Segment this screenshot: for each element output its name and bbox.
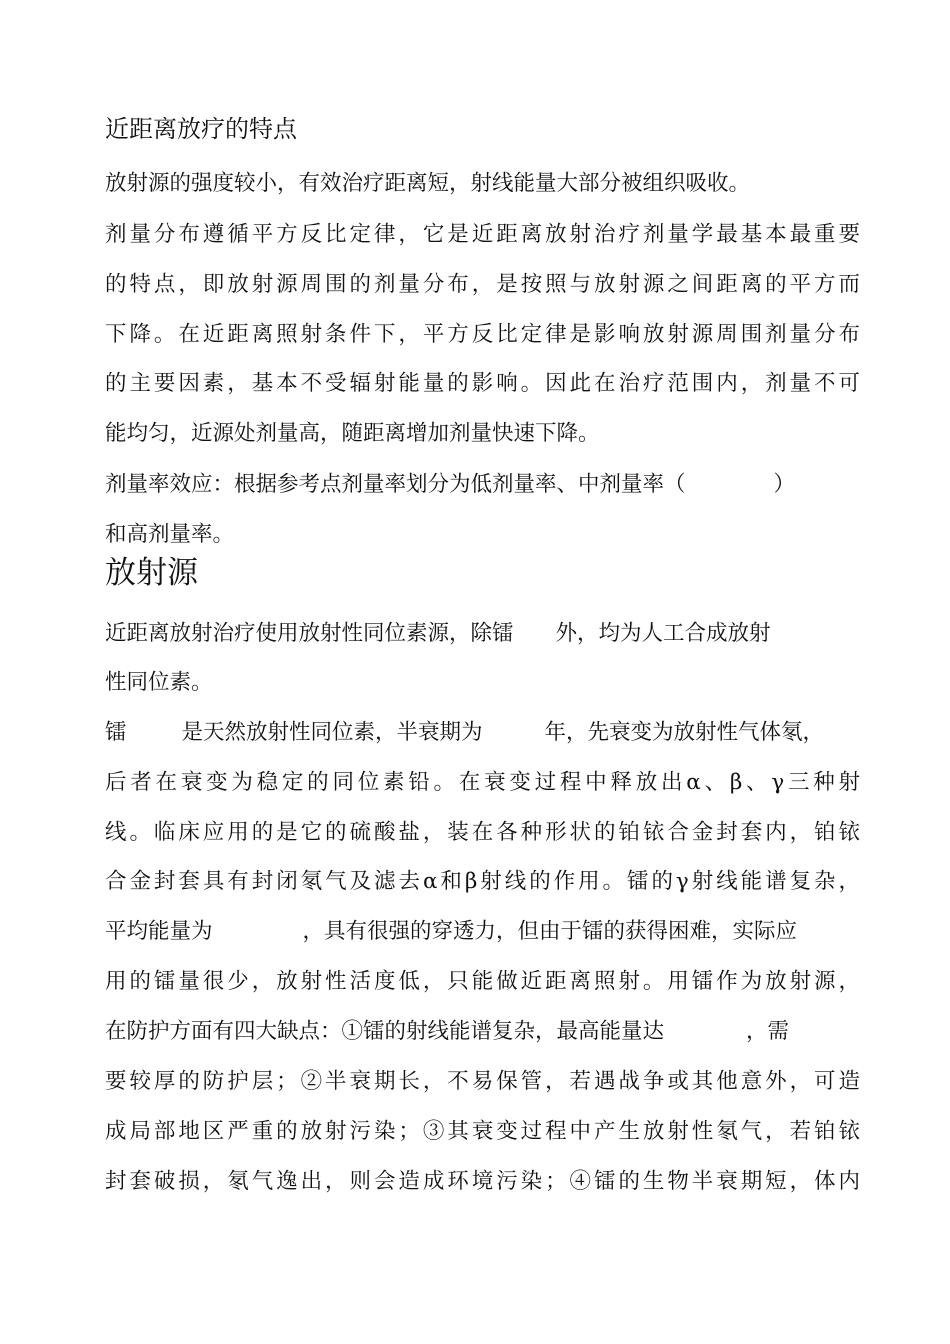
- paragraph-line: 能均匀，近源处剂量高，随距离增加剂量快速下降。: [105, 421, 600, 446]
- close-paren: ）: [773, 472, 796, 497]
- paragraph-line: 近距离放射治疗使用放射性同位素源，除镭 外，均为人工合成放射: [105, 621, 771, 646]
- paragraph-line: 合金封套具有封闭氡气及滤去α和β射线的作用。镭的γ射线能谱复杂，: [105, 869, 860, 894]
- section-heading-characteristics: 近距离放疗的特点: [105, 115, 297, 143]
- dose-rate-text: 剂量率效应：根据参考点剂量率划分为低剂量率、中剂量率（: [105, 472, 686, 497]
- paragraph-line-dose-rate: [105, 469, 860, 501]
- paragraph-line: 线。临床应用的是它的硫酸盐，装在各种形状的铂铱合金封套内，铂铱: [105, 820, 860, 845]
- section-heading-radioactive-source: 放射源: [105, 555, 198, 591]
- paragraph-line: 的特点，即放射源周围的剂量分布，是按照与放射源之间距离的平方而: [105, 272, 860, 297]
- paragraph-line: 在防护方面有四大缺点：①镭的射线能谱复杂，最高能量达 ，需: [105, 1019, 790, 1044]
- paragraph-line: 平均能量为 ，具有很强的穿透力，但由于镭的获得困难，实际应: [105, 919, 798, 944]
- paragraph-line: 后者在衰变为稳定的同位素铅。在衰变过程中释放出α、β、γ三种射: [105, 770, 860, 795]
- paragraph-line: 下降。在近距离照射条件下，平方反比定律是影响放射源周围剂量分布: [105, 322, 860, 347]
- paragraph-line: 镭 是天然放射性同位素，半衰期为 年，先衰变为放射性气体氡，: [105, 720, 825, 745]
- paragraph-line: 剂量分布遵循平方反比定律，它是近距离放射治疗剂量学最基本最重要: [105, 222, 860, 247]
- paragraph-line: 性同位素。: [105, 670, 213, 695]
- paragraph-line: 封套破损，氡气逸出，则会造成环境污染；④镭的生物半衰期短，体内: [105, 1169, 860, 1194]
- paragraph-line: 的主要因素，基本不受辐射能量的影响。因此在治疗范围内，剂量不可: [105, 371, 860, 396]
- paragraph-line: 成局部地区严重的放射污染；③其衰变过程中产生放射性氡气，若铂铱: [105, 1119, 860, 1144]
- paragraph-line: 用的镭量很少，放射性活度低，只能做近距离照射。用镭作为放射源，: [105, 969, 860, 994]
- paragraph-line: 放射源的强度较小，有效治疗距离短，射线能量大部分被组织吸收。: [105, 171, 751, 196]
- paragraph-line: 和高剂量率。: [105, 522, 235, 547]
- paragraph-line: 要较厚的防护层；②半衰期长，不易保管，若遇战争或其他意外，可造: [105, 1069, 860, 1094]
